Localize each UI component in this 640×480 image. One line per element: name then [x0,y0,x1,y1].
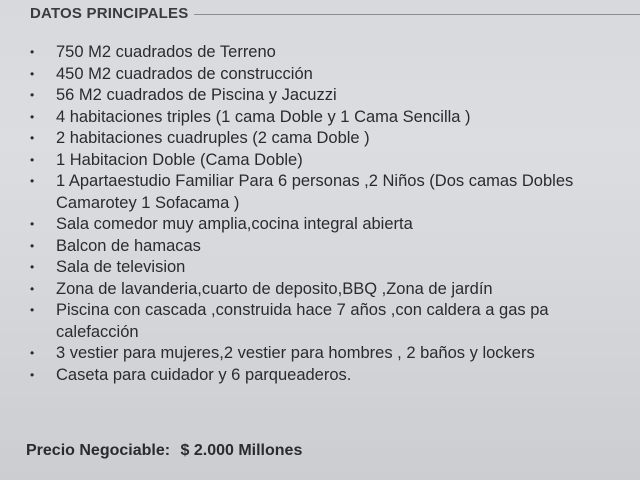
list-item-text [56,214,413,236]
list-item-line: Camarotey 1 Sofacama ) [56,193,240,212]
list-item-text [56,279,493,301]
list-item-line: 4 habitaciones triples (1 cama Doble y 1 Cama Sencilla ) [56,107,471,126]
bullet-icon: • [30,66,35,81]
bullet-icon: • [30,367,35,382]
price-label: Precio Negociable: [26,442,171,459]
list-item-text [56,85,337,107]
list-item-line: calefacción [56,322,139,341]
list-item-text [56,257,185,279]
list-item-line: 450 M2 cuadrados de construcción [56,64,313,83]
list-item [26,236,640,258]
list-item-text [56,343,535,365]
bullet-icon: • [30,303,35,317]
bullet-icon: • [30,217,35,231]
bullet-icon: • [30,88,35,102]
list-item [26,85,640,107]
list-item-text [56,128,370,150]
list-item [26,107,640,129]
list-item [26,214,640,236]
bullet-icon: • [30,109,35,124]
bullet-icon: • [30,45,35,59]
feature-list [26,42,640,386]
list-item-line: 1 Habitacion Doble (Cama Doble) [56,150,303,169]
list-item [26,42,640,64]
bullet-icon: • [30,174,35,188]
list-item-line: 750 M2 cuadrados de Terreno [56,43,276,61]
list-item-line: 1 Apartaestudio Familiar Para 6 personas ,2 Niños (Dos camas Dobles [56,172,574,190]
list-item-text [56,171,573,214]
bullet-icon: • [30,260,35,274]
list-item-text [56,150,303,172]
list-item-line: 56 M2 cuadrados de Piscina y Jacuzzi [56,86,337,104]
list-item-line: 3 vestier para mujeres,2 vestier para hombres , 2 baños y lockers [56,344,535,362]
heading-divider [194,14,640,15]
price-row [26,442,302,460]
list-item-line: Sala comedor muy amplia,cocina integral abierta [56,215,413,233]
list-item-text [56,42,276,64]
list-item-text [56,107,471,129]
list-item-text [56,64,313,86]
section-heading: DATOS PRINCIPALES [30,4,189,22]
list-item-line: Piscina con cascada ,construida hace 7 años ,con caldera a gas pa [56,301,549,319]
heading-row [30,2,640,24]
list-item [26,128,640,150]
bullet-icon: • [30,131,35,145]
list-item [26,279,640,301]
bullet-icon: • [30,346,35,360]
list-item-line: Zona de lavanderia,cuarto de deposito,BBQ ,Zona de jardín [56,279,493,298]
list-item [26,257,640,279]
bullet-icon: • [30,238,35,253]
list-item-text [56,300,549,343]
list-item-line: 2 habitaciones cuadruples (2 cama Doble ) [56,129,370,147]
list-item-line: Caseta para cuidador y 6 parqueaderos. [56,365,352,384]
list-item [26,365,640,387]
list-item [26,171,640,214]
list-item-text [56,365,351,387]
list-item [26,300,640,343]
list-item-line: Balcon de hamacas [56,236,201,255]
list-item-line: Sala de television [56,258,186,276]
price-value: $ 2.000 Millones [180,442,303,459]
list-item [26,343,640,365]
list-item-text [56,236,201,258]
bullet-icon: • [30,152,35,167]
list-item [26,64,640,86]
list-item [26,150,640,172]
bullet-icon: • [30,281,35,296]
